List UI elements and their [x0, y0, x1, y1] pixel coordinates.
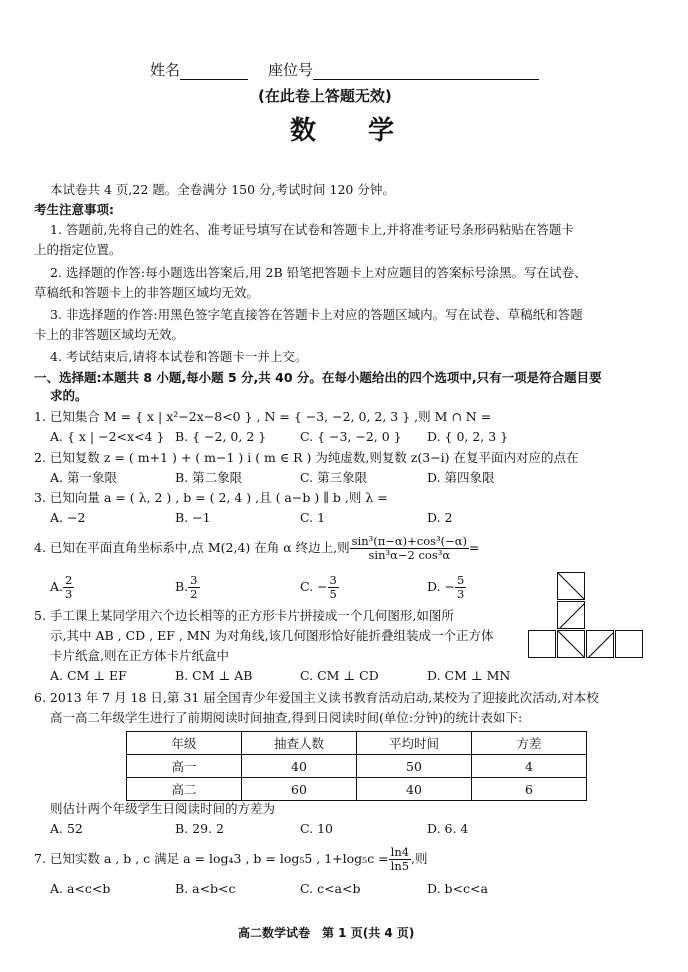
q2-stem: 2. 已知复数 z = ( m+1 ) + ( m−1 ) i ( m ∈ R ) 为纯虚数,则复数 z(3−i) 在复平面内对应的点在	[34, 450, 579, 465]
q2-option-b: B. 第二象限	[175, 470, 243, 485]
q4-c-den: 5	[329, 587, 337, 601]
section-1-title-a: 一、选择题:本题共 8 小题,每小题 5 分,共 40 分。在每小题给出的四个选项中,只有一项是符合题目要	[34, 370, 602, 385]
q4-option-b	[175, 572, 200, 602]
table-header-cell: 年级	[127, 732, 242, 755]
q7-option-d: D. b<c<a	[427, 881, 488, 896]
subject-title: 数 学	[290, 116, 395, 146]
notice-1a: 1. 答题前,先将自己的姓名、准考证号填写在试卷和答题卡上,并将准考证号条形码粘贴在答题卡	[50, 222, 574, 237]
q2-option-c: C. 第三象限	[300, 470, 368, 485]
notice-2a: 2. 选择题的作答:每小题选出答案后,用 2B 铅笔把答题卡上对应题目的答案标号涂黑。写在试卷、	[50, 265, 587, 280]
q4-stem-end: =	[469, 540, 480, 555]
q7-option-c: C. c<a<b	[300, 881, 361, 896]
table-cell: 4	[472, 755, 587, 778]
q6-ask: 则估计两个年级学生日阅读时间的方差为	[50, 801, 276, 816]
q3-stem: 3. 已知向量 a = ( λ, 2 ) , b = ( 2, 4 ) ,且 ( a−b ) ∥ b ,则 λ =	[34, 490, 388, 505]
q4-a-label: A.	[50, 579, 64, 594]
q4-fraction-denominator: sin³α−2 cos³α	[368, 548, 451, 562]
q1-option-b: B. { −2, 0, 2 }	[175, 429, 267, 444]
q4-c-num: 3	[329, 573, 337, 587]
q3-option-b: B. −1	[175, 510, 211, 525]
q4-stem-text: 4. 已知在平面直角坐标系中,点 M(2,4) 在角 α 终边上,则	[34, 540, 350, 555]
q5-option-c: C. CM ⊥ CD	[300, 668, 379, 683]
q7-stem-end: ,则	[411, 851, 428, 866]
table-header-row	[127, 732, 587, 755]
q4-d-label: D. −	[427, 579, 455, 594]
q4-c-label: C. −	[300, 579, 328, 594]
q5-option-d: D. CM ⊥ MN	[427, 668, 511, 683]
table-cell: 高二	[127, 778, 242, 801]
name-blank	[180, 65, 248, 80]
q2-option-d: D. 第四象限	[427, 470, 495, 485]
name-field	[150, 60, 248, 80]
net-square-upper	[557, 601, 585, 629]
table-cell: 40	[242, 755, 357, 778]
seat-label: 座位号	[268, 61, 314, 79]
q6-option-a: A. 52	[50, 821, 83, 836]
q4-stem	[34, 532, 480, 564]
q4-a-den: 3	[65, 587, 73, 601]
notice-3a: 3. 非选择题的作答:用黑色签字笔直接答在答题卡上对应的答题区域内。写在试卷、草稿纸和答题	[50, 307, 583, 322]
table-cell: 高一	[127, 755, 242, 778]
q4-d-num: 5	[457, 573, 465, 587]
table-header-cell: 方差	[472, 732, 587, 755]
q3-option-c: C. 1	[300, 510, 326, 525]
page-footer: 高二数学试卷 第 1 页(共 4 页)	[238, 926, 415, 940]
q2-option-a: A. 第一象限	[50, 470, 117, 485]
seat-field	[268, 60, 539, 80]
notice-1b: 上的指定位置。	[34, 242, 122, 257]
q5-option-a: A. CM ⊥ EF	[50, 668, 127, 683]
q3-option-d: D. 2	[427, 510, 453, 525]
table-row	[127, 755, 587, 778]
table-header-cell: 抽查人数	[242, 732, 357, 755]
seat-blank	[313, 65, 539, 80]
table-cell: 6	[472, 778, 587, 801]
cube-net-figure	[528, 572, 653, 662]
q4-a-num: 2	[65, 573, 73, 587]
q4-option-a	[50, 572, 74, 602]
q6-option-c: C. 10	[300, 821, 333, 836]
q7-stem-text: 7. 已知实数 a , b , c 满足 a = log₄3 , b = log₅5 , 1+log₅c =	[34, 851, 389, 866]
q4-fraction	[350, 535, 469, 562]
notice-3b: 卡上的非答题区域均无效。	[34, 327, 185, 342]
q5-line-2: 示,其中 AB , CD , EF , MN 为对角线,该几何图形恰好能折叠组装成一个正方体	[50, 628, 494, 643]
net-square-right	[586, 630, 614, 658]
q1-option-d: D. { 0, 2, 3 }	[427, 429, 509, 444]
q4-b-den: 2	[190, 587, 198, 601]
q1-option-c: C. { −3, −2, 0 }	[300, 429, 402, 444]
invalid-note: (在此卷上答题无效)	[258, 87, 392, 105]
q6-option-d: D. 6. 4	[427, 821, 469, 836]
q4-b-num: 3	[190, 573, 198, 587]
q7-fraction-denominator: ln5	[390, 859, 410, 873]
net-square-left	[528, 630, 556, 658]
notice-4: 4. 考试结束后,请将本试卷和答题卡一并上交。	[50, 349, 308, 364]
q7-fraction-numerator: ln4	[390, 845, 410, 859]
net-square-far-right	[615, 630, 643, 658]
q4-fraction-numerator: sin³(π−α)+cos³(−α)	[351, 534, 468, 548]
q4-option-d	[427, 572, 466, 602]
q7-option-a: A. a<c<b	[50, 881, 111, 896]
q5-line-3: 卡片纸盒,则在正方体卡片纸盒中	[50, 648, 229, 663]
table-cell: 60	[242, 778, 357, 801]
q5-option-b: B. CM ⊥ AB	[175, 668, 253, 683]
table-row	[127, 778, 587, 801]
q4-d-den: 3	[457, 587, 465, 601]
q7-option-b: B. a<b<c	[175, 881, 236, 896]
q1-option-a: A. { x | −2<x<4 }	[50, 429, 165, 444]
q3-option-a: A. −2	[50, 510, 86, 525]
section-1-title-b: 求的。	[50, 388, 88, 403]
notice-2b: 草稿纸和答题卡上的非答题区域均无效。	[34, 285, 260, 300]
q6-line-1: 6. 2013 年 7 月 18 日,第 31 届全国青少年爱国主义读书教育活动启动,某校为了迎接此次活动,对本校	[34, 690, 599, 705]
notice-title: 考生注意事项:	[34, 202, 114, 217]
table-cell: 40	[357, 778, 472, 801]
q4-option-c	[300, 572, 339, 602]
net-square-top	[557, 572, 585, 600]
q7-fraction	[389, 846, 411, 873]
q5-line-1: 5. 手工课上某同学用六个边长相等的正方形卡片拼接成一个几何图形,如图所	[34, 608, 454, 623]
reading-time-table	[126, 731, 587, 801]
table-cell: 50	[357, 755, 472, 778]
q4-b-label: B.	[175, 579, 189, 594]
q7-stem	[34, 844, 428, 874]
net-square-center	[557, 630, 585, 658]
name-label: 姓名	[150, 61, 181, 79]
exam-summary: 本试卷共 4 页,22 题。全卷满分 150 分,考试时间 120 分钟。	[50, 182, 395, 197]
q6-line-2: 高一高二年级学生进行了前期阅读时间抽查,得到日阅读时间(单位:分钟)的统计表如下:	[50, 710, 523, 725]
q1-stem: 1. 已知集合 M = { x | x²−2x−8<0 } , N = { −3, −2, 0, 2, 3 } ,则 M ∩ N =	[34, 409, 492, 424]
table-header-cell: 平均时间	[357, 732, 472, 755]
q6-option-b: B. 29. 2	[175, 821, 224, 836]
